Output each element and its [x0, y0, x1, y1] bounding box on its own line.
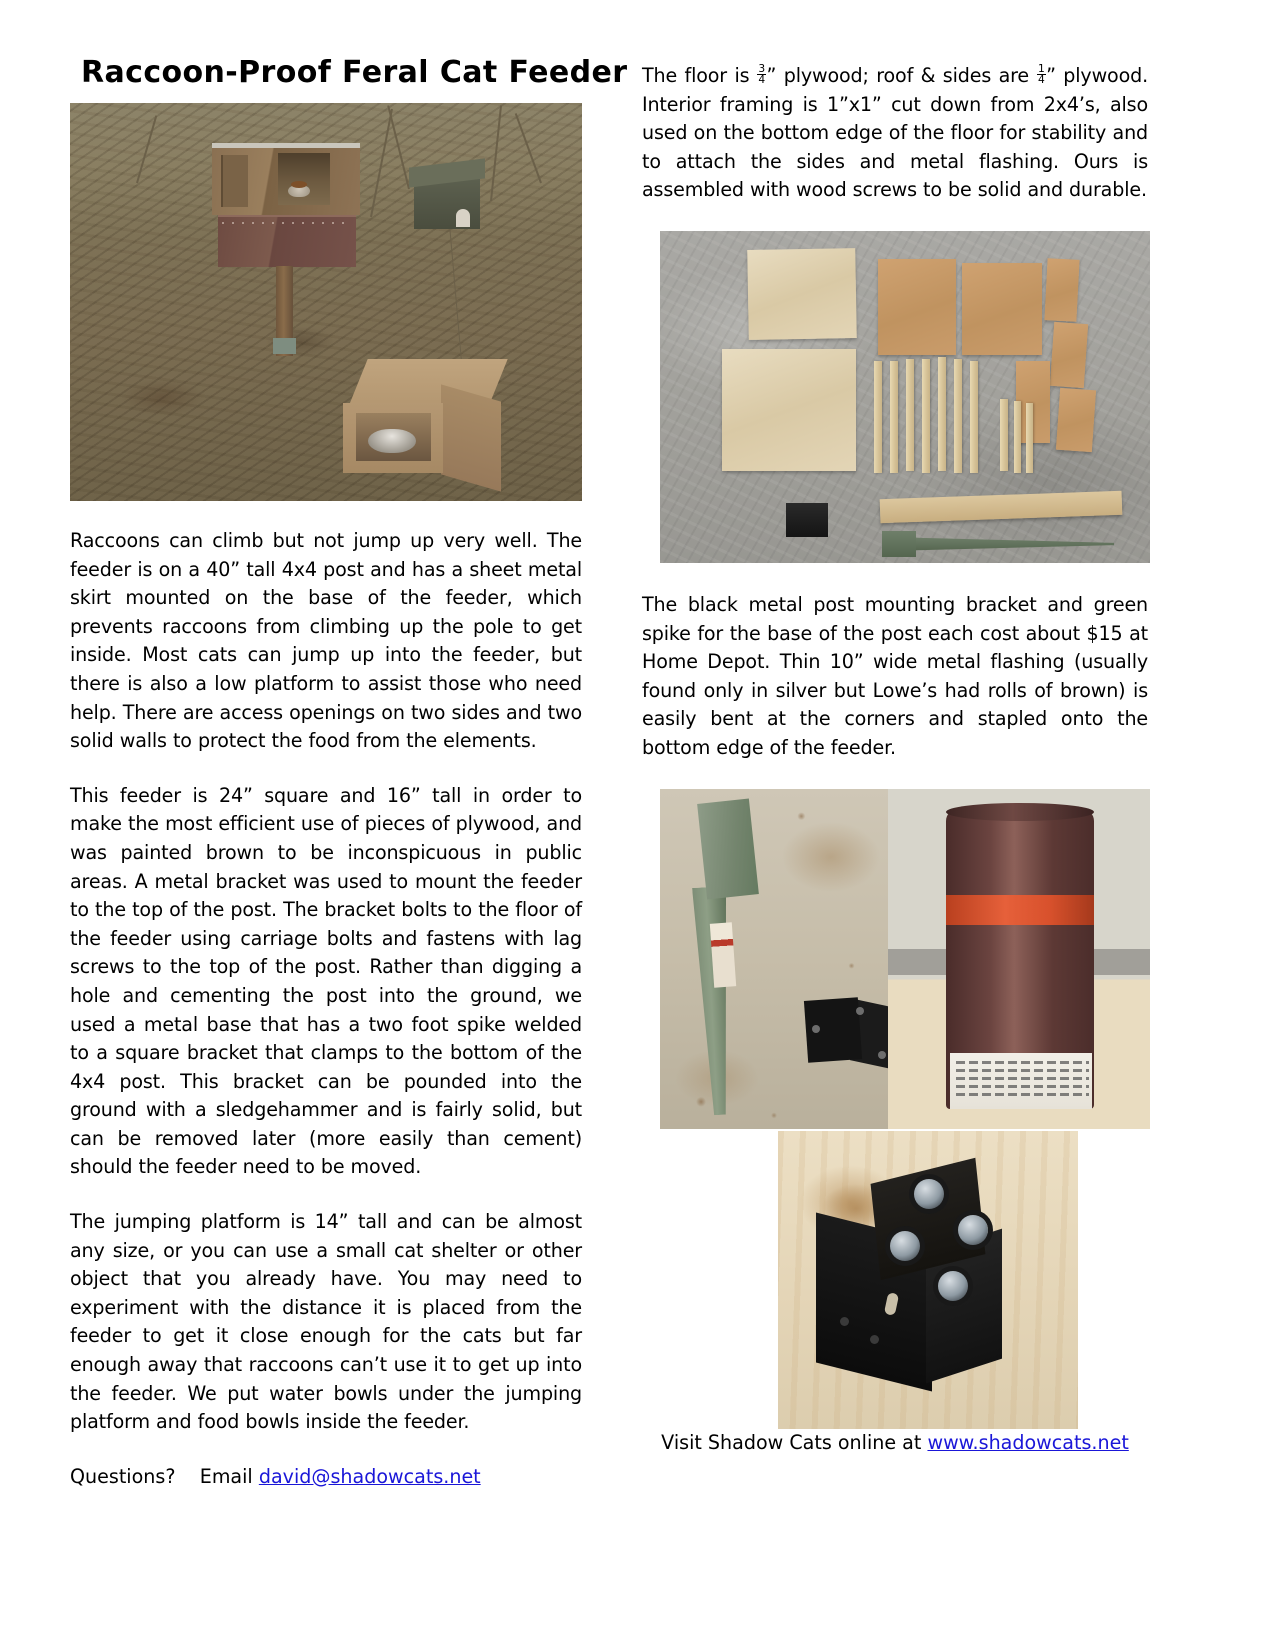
flashing-roll-top-rim	[946, 803, 1094, 821]
flashing-roll-label	[950, 1053, 1092, 1109]
jumping-platform-side	[441, 384, 501, 491]
rp1-part-b: ” plywood; roof & sides are	[766, 64, 1037, 87]
green-spike-and-black-bracket-photo	[660, 789, 888, 1129]
plywood-panel-floor	[722, 349, 856, 471]
fraction-numerator: 3	[758, 61, 766, 75]
left-paragraph-2: This feeder is 24” square and 16” tall in order to make the most efficient use of pieces of plywood, and was painted brown to be inconspicuous in public areas. A metal bracket was used to mount the feeder to the top of the post. The bracket bolts to the floor of the feeder using carriage bolts and fastens with lag screws to the top of the post. Rather than digging a hole and cementing the post into the ground, we used a metal base that has a two foot spike welded to a square bracket that clamps to the bottom of the 4x4 post. This bracket can be pounded into the ground with a sledgehammer and is fairly solid, but can be removed later (more easily than cement) should the feeder need to be moved.	[70, 783, 582, 1179]
carriage-bolt	[958, 1215, 988, 1245]
framing-stick-short	[1014, 401, 1021, 473]
bracket-bolt-hole	[812, 1025, 820, 1033]
lag-screw-hole	[840, 1317, 849, 1326]
cut-plywood-parts-photo	[660, 231, 1150, 563]
black-post-bracket	[786, 503, 828, 537]
green-spike-head	[882, 531, 916, 557]
framing-stick-short	[1000, 399, 1008, 471]
water-bowl-under-platform	[368, 429, 416, 453]
sheet-metal-skirt	[218, 215, 356, 267]
framing-stick	[922, 359, 930, 473]
left-paragraph-1: Raccoons can climb but not jump up very well. The feeder is on a 40” tall 4x4 post and has a sheet metal skirt mounted on the base of the feeder, which prevents raccoons from climbing up the pole to get inside. Most cats can jump up into the feeder, but there is also a low platform to assist those who need help. There are access openings on two sides and two solid walls to protect the food from the elements.	[70, 529, 582, 753]
plywood-strip-3	[1056, 388, 1096, 452]
lag-screw-hole	[870, 1335, 879, 1344]
ground-spike-socket	[697, 798, 759, 899]
orange-band	[946, 895, 1094, 925]
website-footer	[642, 1429, 1148, 1458]
cat-shelter-door	[456, 209, 470, 227]
carriage-bolt	[890, 1231, 920, 1261]
fraction-denominator: 4	[1037, 72, 1045, 86]
right-paragraph-2: The black metal post mounting bracket and green spike for the base of the post each cost about $15 at Home Depot. Thin 10” wide metal flashing (usually found only in silver but Lowe’s had rolls of brown) is easily bent at the corners and stapled onto the bottom edge of the feeder.	[642, 592, 1148, 759]
post-base-bracket	[273, 338, 296, 354]
email-link[interactable]: david@shadowcats.net	[258, 1464, 481, 1488]
plywood-panel-roof	[747, 248, 857, 340]
food-bowl-inside-feeder	[288, 185, 310, 197]
left-column	[70, 55, 628, 1491]
spike-product-label	[710, 922, 736, 987]
right-column	[642, 62, 1148, 1457]
questions-footer	[70, 1463, 582, 1492]
plywood-strip-4	[1016, 361, 1050, 443]
questions-label: Questions?	[70, 1464, 176, 1488]
rp1-part-a: The floor is	[642, 64, 757, 87]
framing-stick	[874, 361, 882, 473]
framing-stick-short	[1026, 403, 1033, 473]
plywood-strip-1	[1044, 258, 1079, 322]
framing-stick	[906, 359, 914, 471]
plywood-panel-side-1	[878, 259, 956, 355]
photo-pair-row	[660, 789, 1150, 1129]
visit-label: Visit Shadow Cats online at	[661, 1430, 922, 1454]
feeder-opening-left	[221, 155, 248, 207]
left-paragraph-3: The jumping platform is 14” tall and can be almost any size, or you can use a small cat shelter or other object that you already have. You may need to experiment with the distance it is placed from the feeder to get it close enough for the cats but far enough away that raccoons can’t use it to get up into the feeder. We put water bowls under the jumping platform and food bowls inside the feeder.	[70, 1210, 582, 1434]
right-paragraph-1	[642, 62, 1148, 205]
plywood-panel-side-2	[962, 263, 1042, 355]
website-link[interactable]: www.shadowcats.net	[927, 1430, 1129, 1454]
bracket-bolt-hole	[878, 1051, 886, 1059]
feeder-opening-right	[278, 153, 330, 205]
post-mounting-bracket-closeup-photo	[778, 1131, 1078, 1429]
framing-stick	[970, 361, 978, 473]
framing-stick	[890, 361, 898, 473]
garage-floor	[660, 789, 888, 1129]
rp1-part-c: ” plywood. Interior framing is 1”x1” cut down from 2x4’s, also used on the bottom edge of the floor for stability and to attach the sides and metal flashing. Ours is assembled with wood screws to be solid and durable.	[642, 64, 1148, 202]
carriage-bolt	[914, 1179, 944, 1209]
feeder-on-post-outdoor-photo	[70, 103, 582, 501]
carriage-bolt	[938, 1271, 968, 1301]
page-title: Raccoon-Proof Feral Cat Feeder	[81, 55, 628, 90]
fraction-numerator: 1	[1037, 61, 1045, 75]
fraction-one-quarter	[1037, 61, 1046, 86]
framing-stick	[938, 357, 946, 471]
plywood-strip-2	[1050, 322, 1088, 388]
cat-shelter	[414, 177, 480, 229]
bracket-bolt-hole	[856, 1007, 864, 1015]
fraction-three-quarters	[757, 61, 766, 86]
email-label: Email	[199, 1464, 253, 1488]
brown-metal-flashing-roll-photo	[888, 789, 1150, 1129]
framing-stick	[954, 359, 962, 473]
fraction-denominator: 4	[758, 72, 766, 86]
